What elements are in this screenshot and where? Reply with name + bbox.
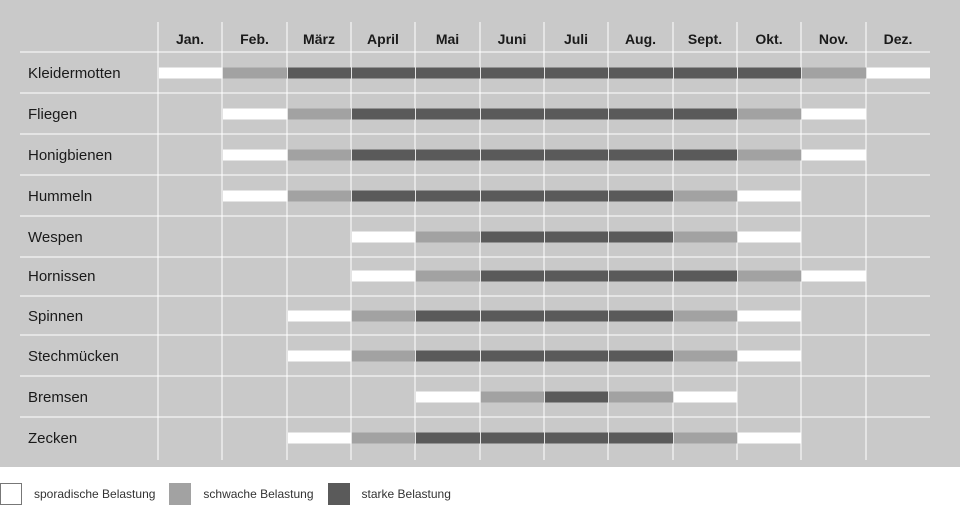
bar-segment-sporadic — [802, 271, 866, 282]
bar-segment-strong — [609, 311, 673, 322]
bar-segment-strong — [674, 68, 737, 79]
bar-segment-strong — [416, 109, 480, 120]
bar-segment-strong — [481, 150, 544, 161]
bar-segment-strong — [416, 351, 480, 362]
bar-segment-strong — [416, 433, 480, 444]
month-label: Jan. — [175, 31, 205, 47]
bar-segment-strong — [481, 311, 544, 322]
row-label: Zecken — [28, 430, 78, 447]
bar-segment-weak — [288, 150, 351, 161]
bar-segment-weak — [352, 433, 415, 444]
bar-segment-sporadic — [288, 351, 351, 362]
bar-segment-weak — [352, 311, 415, 322]
bar-segment-strong — [352, 150, 415, 161]
bar-segment-strong — [545, 68, 608, 79]
bar-segment-weak — [674, 191, 737, 202]
month-label: Feb. — [240, 31, 269, 47]
bar-segment-sporadic — [288, 311, 351, 322]
bar-segment-weak — [802, 68, 866, 79]
bar-segment-sporadic — [738, 433, 801, 444]
bar-segment-strong — [481, 433, 544, 444]
legend-item-weak — [169, 483, 313, 505]
bar-segment-sporadic — [738, 232, 801, 243]
legend-swatch-weak — [169, 483, 191, 505]
bar-segment-weak — [352, 351, 415, 362]
row-label: Wespen — [28, 229, 83, 246]
bar-segment-strong — [416, 191, 480, 202]
legend-swatch-strong — [328, 483, 350, 505]
bar-segment-sporadic — [352, 271, 415, 282]
bar-segment-strong — [352, 109, 415, 120]
row-label: Fliegen — [28, 106, 78, 123]
month-label: Juli — [563, 31, 589, 47]
month-label: Mai — [435, 31, 460, 47]
bar-segment-weak — [738, 109, 801, 120]
legend-label-strong: starke Belastung — [361, 487, 451, 501]
legend — [0, 483, 465, 505]
bar-segment-strong — [416, 311, 480, 322]
bar-segment-weak — [609, 392, 673, 403]
bar-segment-strong — [609, 68, 673, 79]
bar-segment-weak — [288, 109, 351, 120]
bar-segment-strong — [609, 271, 673, 282]
month-label: Sept. — [687, 31, 723, 47]
month-label: März — [303, 31, 335, 47]
month-label: Aug. — [624, 31, 657, 47]
row-label: Bremsen — [28, 389, 89, 406]
legend-swatch-sporadic — [0, 483, 22, 505]
bar-segment-weak — [674, 311, 737, 322]
bar-segment-sporadic — [738, 351, 801, 362]
legend-label-weak: schwache Belastung — [203, 487, 314, 501]
bar-segment-strong — [545, 351, 608, 362]
bar-segment-weak — [674, 232, 737, 243]
bar-segment-sporadic — [223, 109, 287, 120]
bar-segment-strong — [609, 433, 673, 444]
bar-segment-strong — [545, 150, 608, 161]
bar-segment-strong — [545, 232, 608, 243]
bar-segment-sporadic — [674, 392, 737, 403]
bar-segment-sporadic — [223, 150, 287, 161]
bar-segment-strong — [416, 150, 480, 161]
bar-segment-strong — [416, 68, 480, 79]
bar-segment-strong — [545, 191, 608, 202]
bar-segment-strong — [481, 232, 544, 243]
legend-item-sporadic — [0, 483, 155, 505]
bar-segment-sporadic — [288, 433, 351, 444]
bar-segment-strong — [352, 68, 415, 79]
month-label: Okt. — [755, 31, 783, 47]
bar-segment-weak — [674, 351, 737, 362]
month-label: Juni — [497, 31, 527, 47]
bar-segment-strong — [674, 271, 737, 282]
bar-segment-sporadic — [738, 311, 801, 322]
bar-segment-weak — [738, 150, 801, 161]
bar-segment-sporadic — [159, 68, 222, 79]
bar-segment-weak — [416, 271, 480, 282]
bar-segment-strong — [288, 68, 351, 79]
bar-segment-weak — [481, 392, 544, 403]
row-label: Honigbienen — [28, 147, 113, 164]
bar-segment-weak — [288, 191, 351, 202]
bar-segment-strong — [545, 433, 608, 444]
bar-segment-strong — [545, 109, 608, 120]
bar-segment-sporadic — [738, 191, 801, 202]
row-label: Hummeln — [28, 188, 93, 205]
bar-segment-strong — [609, 150, 673, 161]
legend-label-sporadic: sporadische Belastung — [34, 487, 156, 501]
bar-segment-sporadic — [352, 232, 415, 243]
bar-segment-strong — [738, 68, 801, 79]
bar-segment-strong — [674, 109, 737, 120]
month-label: April — [367, 31, 399, 47]
bar-segment-strong — [609, 109, 673, 120]
bar-segment-sporadic — [867, 68, 930, 79]
bar-segment-strong — [545, 392, 608, 403]
month-label: Nov. — [818, 31, 849, 47]
row-label: Spinnen — [28, 308, 84, 325]
bar-segment-strong — [481, 191, 544, 202]
bar-segment-weak — [674, 433, 737, 444]
bar-segment-strong — [545, 271, 608, 282]
bar-segment-weak — [223, 68, 287, 79]
bar-segment-sporadic — [802, 150, 866, 161]
bar-segment-sporadic — [416, 392, 480, 403]
bar-segment-weak — [738, 271, 801, 282]
row-label: Kleidermotten — [28, 65, 121, 82]
row-label: Hornissen — [28, 268, 96, 285]
bar-segment-strong — [609, 232, 673, 243]
bar-segment-strong — [545, 311, 608, 322]
month-label: Dez. — [883, 31, 913, 47]
bar-segment-sporadic — [802, 109, 866, 120]
bar-segment-strong — [609, 351, 673, 362]
bar-segment-strong — [352, 191, 415, 202]
bar-segment-strong — [481, 271, 544, 282]
bar-segment-sporadic — [223, 191, 287, 202]
bar-segment-weak — [416, 232, 480, 243]
legend-item-strong — [328, 483, 451, 505]
bar-segment-strong — [481, 351, 544, 362]
bar-segment-strong — [674, 150, 737, 161]
bar-segment-strong — [609, 191, 673, 202]
bar-segment-strong — [481, 109, 544, 120]
row-label: Stechmücken — [28, 348, 119, 365]
bar-segment-strong — [481, 68, 544, 79]
